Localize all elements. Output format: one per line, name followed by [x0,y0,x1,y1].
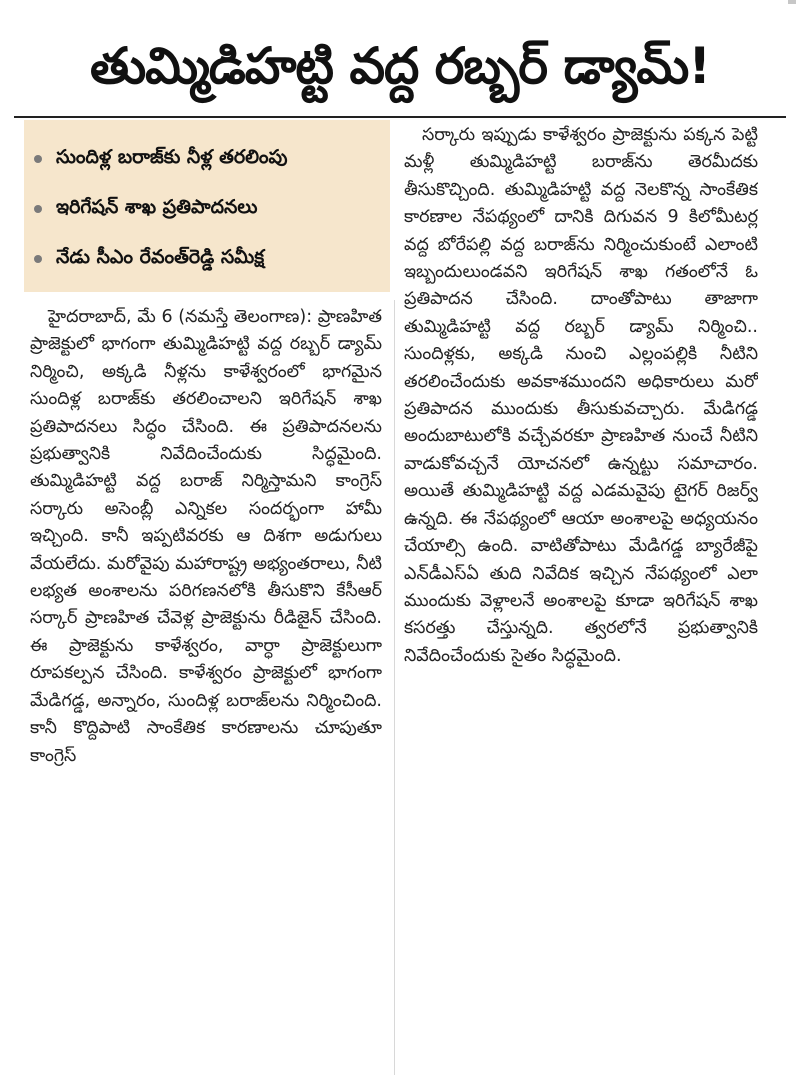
scan-corner-mark [788,0,796,4]
highlight-text: సుందిళ్ల బరాజ్‌కు నీళ్ల తరలింపు [56,145,288,168]
bullet-icon [34,205,42,213]
highlights-box [24,120,390,292]
highlight-item [34,184,382,234]
highlight-text: ఇరిగేషన్ శాఖ ప్రతిపాదనలు [56,195,258,218]
headline-rule [14,116,786,118]
article-body-left-column: హైదరాబాద్, మే 6 (నమస్తే తెలంగాణ): ప్రాణహిత ప్రాజెక్టులో భాగంగా తుమ్మిడిహట్టి వద్ద రబ్బర్ డ్యామ్ నిర్మించి, అక్కడి నీళ్లను కాళేశ్వరంలో భాగమైన సుందిళ్ల బరాజ్‌కు తరలించాలని ఇరిగేషన్ శాఖ ప్రతిపాదనలు సిద్ధం చేసింది. ఈ ప్రతిపాదనలను ప్రభుత్వానికి నివేదించేందుకు సిద్ధమైంది. తుమ్మిడిహట్టి వద్ద బరాజ్ నిర్మిస్తామని కాంగ్రెస్ సర్కారు అసెంబ్లీ ఎన్నికల సందర్భంగా హామీ ఇచ్చింది. కానీ ఇప్పటివరకు ఆ దిశగా అడుగులు వేయలేదు. మరోవైపు మహారాష్ట్ర అభ్యంతరాలు, నీటి లభ్యత అంశాలను పరిగణనలోకి తీసుకొని కేసీఆర్ సర్కార్ ప్రాణహిత చేవెళ్ల ప్రాజెక్టును రీడిజైన్ చేసింది. ఈ ప్రాజెక్టును కాళేశ్వరం, వార్ధా ప్రాజెక్టులుగా రూపకల్పన చేసింది. కాళేశ్వరం ప్రాజెక్టులో భాగంగా మేడిగడ్డ, అన్నారం, సుందిళ్ల బరాజ్‌లను నిర్మించింది. కానీ కొద్దిపాటి సాంకేతిక కారణాలను చూపుతూ కాంగ్రెస్ [30,307,382,766]
column-divider [394,300,395,1075]
article-body-right-column: సర్కారు ఇప్పుడు కాళేశ్వరం ప్రాజెక్టును పక్కన పెట్టి మళ్లీ తుమ్మిడిహట్టి బరాజ్‌ను తెరమీదకు తీసుకొచ్చింది. తుమ్మిడిహట్టి వద్ద నెలకొన్న సాంకేతిక కారణాల నేపథ్యంలో దానికి దిగువన 9 కిలోమీటర్ల వద్ద బోరేపల్లి వద్ద బరాజ్‌ను నిర్మించుకుంటే ఎలాంటి ఇబ్బందులుండవని ఇరిగేషన్ శాఖ గతంలోనే ఓ ప్రతిపాదన చేసింది. దాంతోపాటు తాజాగా తుమ్మిడిహట్టి వద్ద రబ్బర్ డ్యామ్ నిర్మించి.. సుందిళ్లకు, అక్కడి నుంచి ఎల్లంపల్లికి నీటిని తరలించేందుకు అవకాశముందని అధికారులు మరో ప్రతిపాదన ముందుకు తీసుకువచ్చారు. మేడిగడ్డ అందుబాటులోకి వచ్చేవరకూ ప్రాణహిత నుంచే నీటిని వాడుకోవచ్చనే యోచనలో ఉన్నట్టు సమాచారం. అయితే తుమ్మిడిహట్టి వద్ద ఎడమవైపు టైగర్ రిజర్వ్ ఉన్నది. ఈ నేపథ్యంలో ఆయా అంశాలపై అధ్యయనం చేయాల్సి ఉంది. వాటితోపాటు మేడిగడ్డ బ్యారేజీపై ఎన్‌డీఎస్‌ఏ తుది నివేదిక ఇచ్చిన నేపథ్యంలో ఎలా ముందుకు వెళ్లాలనే అంశాలపై కూడా ఇరిగేషన్ శాఖ కసరత్తు చేస్తున్నది. త్వరలోనే ప్రభుత్వానికి నివేదించేందుకు సైతం సిద్ధమైంది. [404,125,758,666]
article-headline: తుమ్మిడిహట్టి వద్ద రబ్బర్ డ్యామ్! [89,37,711,95]
highlight-item [34,134,382,184]
bullet-icon [34,155,42,163]
bullet-icon [34,255,42,263]
highlight-text: నేడు సీఎం రేవంత్‌రెడ్డి సమీక్ష [56,245,265,268]
highlight-item [34,234,382,284]
